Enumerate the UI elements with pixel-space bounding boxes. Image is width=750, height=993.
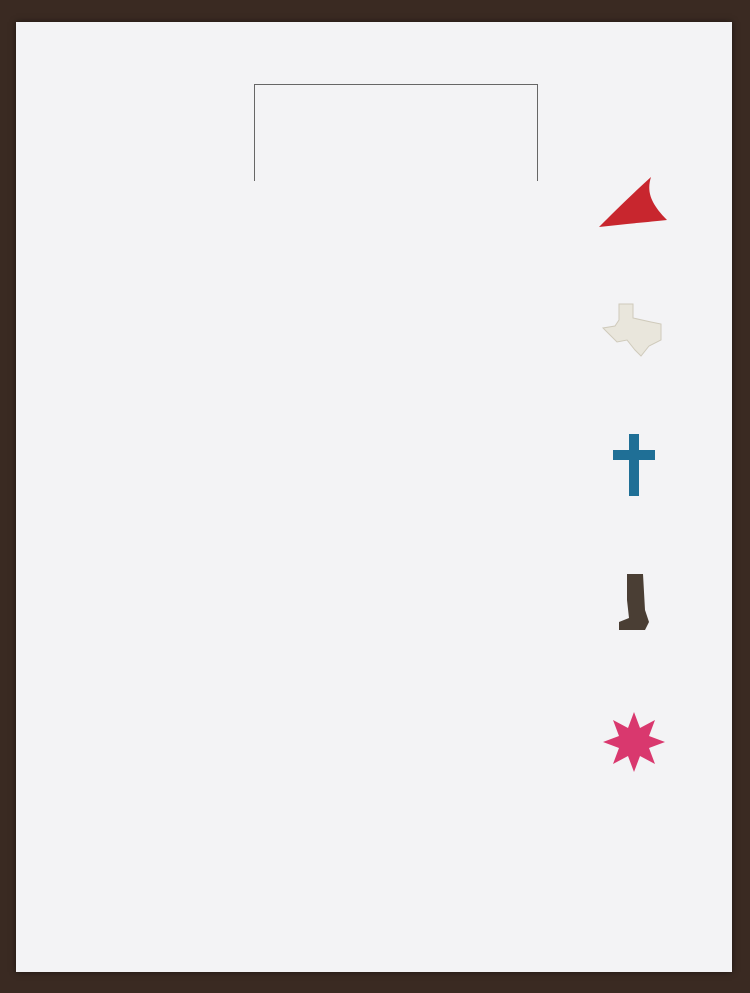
shape-item-redfish-tail	[544, 172, 724, 232]
cross-icon	[589, 430, 679, 500]
shape-item-texas	[544, 300, 724, 360]
flower-icon	[589, 710, 679, 774]
shape-item-cross	[544, 430, 724, 500]
shape-item-boot	[544, 570, 724, 634]
redfish-tail-icon	[589, 172, 679, 232]
boot-icon	[589, 570, 679, 634]
column-header-cells	[254, 84, 538, 181]
page-header	[28, 40, 718, 68]
order-form-sheet	[16, 22, 732, 972]
texas-icon	[589, 300, 679, 360]
shape-item-flower	[544, 710, 724, 774]
payment-instructions	[54, 84, 234, 88]
